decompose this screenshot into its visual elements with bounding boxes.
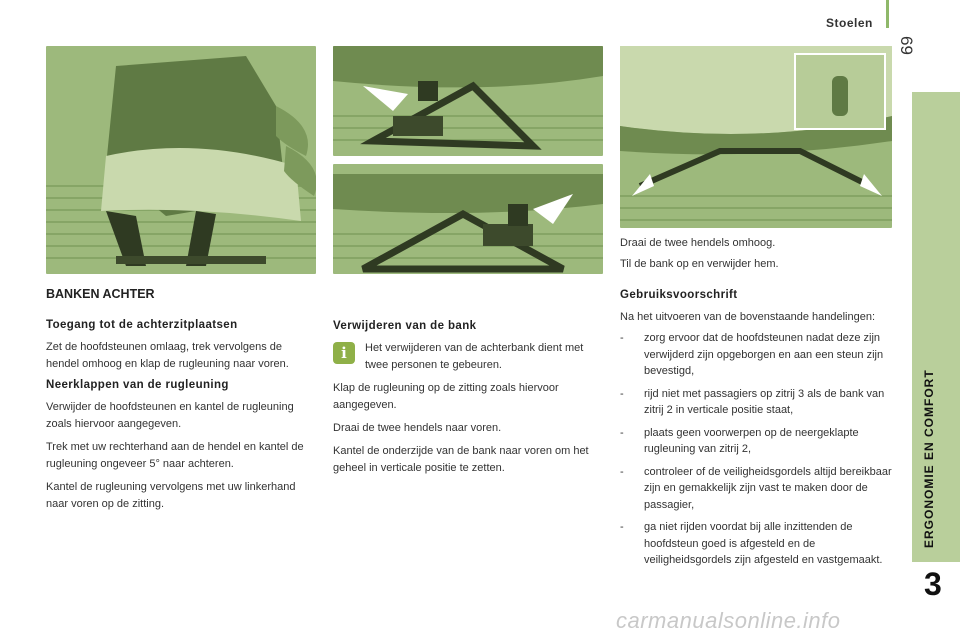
seat-fold-photo (46, 46, 316, 274)
removal-title: Verwijderen van de bank (333, 320, 477, 332)
seat-release-bottom-photo (333, 164, 603, 274)
list-item: - rijd niet met passagiers op zitrij 3 als de bank van zitrij 2 in verticale positie staat, (620, 387, 885, 416)
main-title: BANKEN ACHTER (46, 287, 155, 301)
section2-paragraph: Trek met uw rechterhand aan de hendel en kantel de rugleuning ongeveer 5° naar achteren. (46, 441, 304, 470)
usage-intro: Na het uitvoeren van de bovenstaande handelingen: (620, 311, 876, 323)
section2-title: Neerklappen van de rugleuning (46, 379, 229, 391)
removal-paragraph: Kantel de onderzijde van de bank naar voren om het geheel in verticale positie te zetten. (333, 445, 589, 474)
list-item: - controleer of de veiligheidsgordels altijd bereikbaar zijn en gemakkelijk zijn vast te maken door de passagier, (620, 465, 892, 511)
chapter-number: 3 (924, 566, 942, 602)
list-item: - ga niet rijden voordat bij alle inzittenden de hoofdsteun goed is afgesteld en de veiligheidsgordels zijn afgesteld en vastgemaakt. (620, 521, 883, 566)
section1-text: Zet de hoofdsteunen omlaag, trek vervolgens de hendel omhoog en klap de rugleuning naar voren. (46, 341, 289, 370)
chapter-tab (912, 92, 960, 562)
info-icon: i (333, 342, 355, 364)
header-divider (886, 0, 889, 28)
removal-paragraph: Draai de twee hendels naar voren. (333, 422, 502, 434)
page-number: 69 (897, 36, 916, 55)
chapter-title: ERGONOMIE EN COMFORT (922, 369, 936, 548)
info-text: Het verwijderen van de achterbank dient met twee personen te gebeuren. (365, 342, 584, 371)
lift-paragraph: Draai de twee hendels omhoog. (620, 237, 776, 249)
removal-paragraph: Klap de rugleuning op de zitting zoals hiervoor aangegeven. (333, 382, 559, 411)
list-item: - plaats geen voorwerpen op de neergeklapte rugleuning van zitrij 2, (620, 426, 859, 455)
seat-lift-photo (620, 46, 892, 228)
seat-release-top-photo (333, 46, 603, 156)
usage-title: Gebruiksvoorschrift (620, 289, 738, 301)
section2-paragraph: Verwijder de hoofdsteunen en kantel de rugleuning zoals hiervoor aangegeven. (46, 401, 294, 430)
lift-paragraph: Til de bank op en verwijder hem. (620, 258, 779, 270)
usage-list (620, 330, 895, 569)
info-note (333, 340, 598, 374)
list-item: - zorg ervoor dat de hoofdsteunen nadat deze zijn verwijderd zijn opgeborgen en aan een steun zijn bevestigd, (620, 332, 884, 377)
section-title: Stoelen (826, 16, 873, 30)
watermark: carmanualsonline.info (616, 608, 841, 633)
section2-paragraph: Kantel de rugleuning vervolgens met uw linkerhand naar voren op de zitting. (46, 481, 296, 510)
section1-title: Toegang tot de achterzitplaatsen (46, 319, 238, 331)
